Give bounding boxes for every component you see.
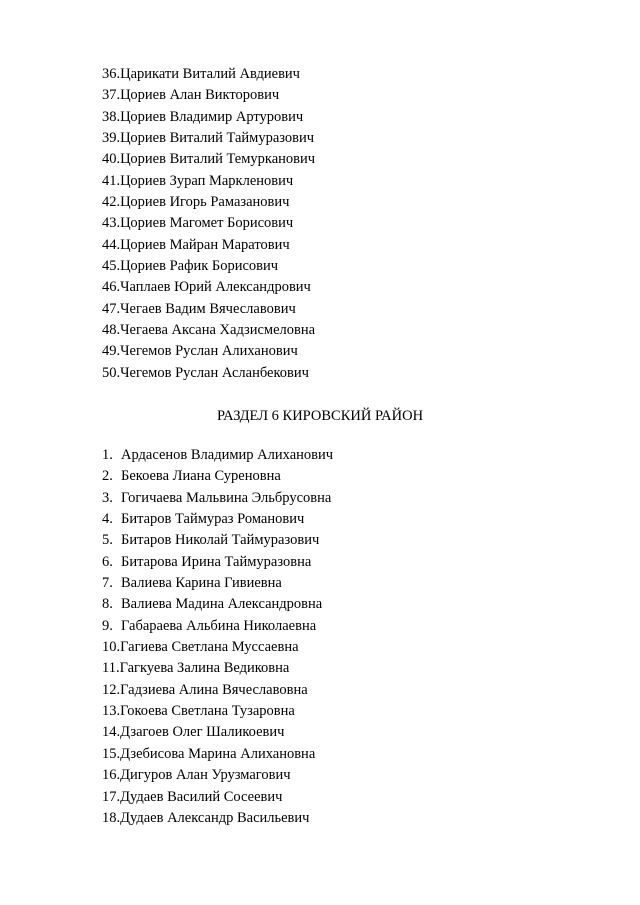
item-number: 10. bbox=[102, 639, 121, 656]
list-item bbox=[102, 341, 315, 362]
person-name: Габараева Альбина Николаевна bbox=[121, 617, 317, 634]
list-item bbox=[102, 701, 333, 722]
person-name: Валиева Мадина Александровна bbox=[121, 596, 323, 613]
person-name: Чегаева Аксана Хадзисмеловна bbox=[120, 322, 316, 339]
list-item bbox=[102, 509, 333, 530]
list-item bbox=[102, 299, 315, 320]
list-item bbox=[102, 658, 333, 679]
item-number: 41. bbox=[102, 172, 121, 189]
list-item bbox=[102, 680, 333, 701]
list-item bbox=[102, 722, 333, 743]
item-number: 38. bbox=[102, 108, 121, 125]
item-number: 43. bbox=[102, 215, 121, 232]
person-name: Чегемов Руслан Алиханович bbox=[120, 343, 298, 360]
item-number: 42. bbox=[102, 194, 121, 211]
item-number: 49. bbox=[102, 343, 121, 360]
list-item bbox=[102, 213, 315, 234]
person-name: Цориев Алан Викторович bbox=[120, 87, 280, 104]
list-item bbox=[102, 64, 315, 85]
item-number: 3. bbox=[102, 489, 113, 506]
item-number: 11. bbox=[102, 660, 120, 677]
person-name: Гокоева Светлана Тузаровна bbox=[120, 703, 295, 720]
list-item bbox=[102, 85, 315, 106]
item-number: 12. bbox=[102, 681, 121, 698]
list-item bbox=[102, 488, 333, 509]
person-name: Цориев Виталий Таймуразович bbox=[120, 130, 315, 147]
item-number: 13. bbox=[102, 703, 121, 720]
item-number: 2. bbox=[102, 468, 113, 485]
item-number: 50. bbox=[102, 364, 121, 381]
item-number: 8. bbox=[102, 596, 113, 613]
list-item bbox=[102, 787, 333, 808]
person-name: Битаров Николай Таймуразович bbox=[121, 532, 320, 549]
list-item bbox=[102, 192, 315, 213]
person-name: Дзебисова Марина Алихановна bbox=[120, 745, 316, 762]
person-name: Царикати Виталий Авдиевич bbox=[120, 66, 300, 82]
person-name: Чаплаев Юрий Александрович bbox=[120, 279, 311, 296]
list-item bbox=[102, 808, 333, 829]
item-number: 17. bbox=[102, 788, 121, 805]
list-item bbox=[102, 594, 333, 615]
item-number: 7. bbox=[102, 575, 113, 592]
list-item bbox=[102, 128, 315, 149]
item-number: 36. bbox=[102, 66, 121, 82]
list-item bbox=[102, 552, 333, 573]
name-list-continued bbox=[102, 64, 315, 384]
person-name: Битарова Ирина Таймуразовна bbox=[121, 553, 312, 570]
item-number: 4. bbox=[102, 511, 113, 528]
item-number: 37. bbox=[102, 87, 121, 104]
list-item bbox=[102, 466, 333, 487]
list-item bbox=[102, 320, 315, 341]
name-list-kirovsky bbox=[102, 445, 333, 829]
person-name: Бекоева Лиана Суреновна bbox=[121, 468, 281, 485]
person-name: Гагкуева Залина Ведиковна bbox=[119, 660, 290, 677]
person-name: Чегемов Руслан Асланбекович bbox=[120, 364, 309, 381]
person-name: Цориев Игорь Рамазанович bbox=[120, 194, 290, 211]
item-number: 48. bbox=[102, 322, 121, 339]
item-number: 44. bbox=[102, 236, 121, 253]
person-name: Чегаев Вадим Вячеславович bbox=[120, 300, 296, 317]
list-item bbox=[102, 149, 315, 170]
list-item bbox=[102, 765, 333, 786]
item-number: 18. bbox=[102, 809, 121, 826]
person-name: Битаров Таймураз Романович bbox=[121, 511, 305, 528]
list-item bbox=[102, 573, 333, 594]
item-number: 9. bbox=[102, 617, 113, 634]
list-item bbox=[102, 256, 315, 277]
item-number: 14. bbox=[102, 724, 121, 741]
item-number: 15. bbox=[102, 745, 121, 762]
person-name: Дигуров Алан Урузмагович bbox=[120, 767, 291, 784]
item-number: 47. bbox=[102, 300, 121, 317]
item-number: 1. bbox=[102, 447, 113, 463]
list-item bbox=[102, 530, 333, 551]
person-name: Гагиева Светлана Муссаевна bbox=[120, 639, 299, 656]
person-name: Цориев Владимир Артурович bbox=[120, 108, 304, 125]
person-name: Дудаев Василий Сосеевич bbox=[120, 788, 283, 805]
person-name: Цориев Майран Маратович bbox=[120, 236, 290, 253]
person-name: Цориев Виталий Темурканович bbox=[120, 151, 316, 168]
person-name: Гадзиева Алина Вячеславовна bbox=[120, 681, 308, 698]
item-number: 6. bbox=[102, 553, 113, 570]
list-item bbox=[102, 171, 315, 192]
person-name: Гогичаева Мальвина Эльбрусовна bbox=[121, 489, 332, 506]
item-number: 5. bbox=[102, 532, 113, 549]
list-item bbox=[102, 363, 315, 384]
list-item bbox=[102, 277, 315, 298]
list-item bbox=[102, 616, 333, 637]
person-name: Цориев Рафик Борисович bbox=[120, 258, 279, 275]
item-number: 39. bbox=[102, 130, 121, 147]
person-name: Дудаев Александр Васильевич bbox=[120, 809, 310, 826]
person-name: Цориев Магомет Борисович bbox=[120, 215, 294, 232]
item-number: 46. bbox=[102, 279, 121, 296]
list-item bbox=[102, 744, 333, 765]
item-number: 16. bbox=[102, 767, 121, 784]
item-number: 45. bbox=[102, 258, 121, 275]
person-name: Ардасенов Владимир Алиханович bbox=[121, 447, 334, 463]
list-item bbox=[102, 637, 333, 658]
list-item bbox=[102, 445, 333, 466]
person-name: Валиева Карина Гивиевна bbox=[121, 575, 282, 592]
list-item bbox=[102, 107, 315, 128]
list-item bbox=[102, 235, 315, 256]
section-heading: РАЗДЕЛ 6 КИРОВСКИЙ РАЙОН bbox=[216, 408, 424, 424]
person-name: Дзагоев Олег Шаликоевич bbox=[120, 724, 285, 741]
person-name: Цориев Зурап Маркленович bbox=[120, 172, 294, 189]
item-number: 40. bbox=[102, 151, 121, 168]
